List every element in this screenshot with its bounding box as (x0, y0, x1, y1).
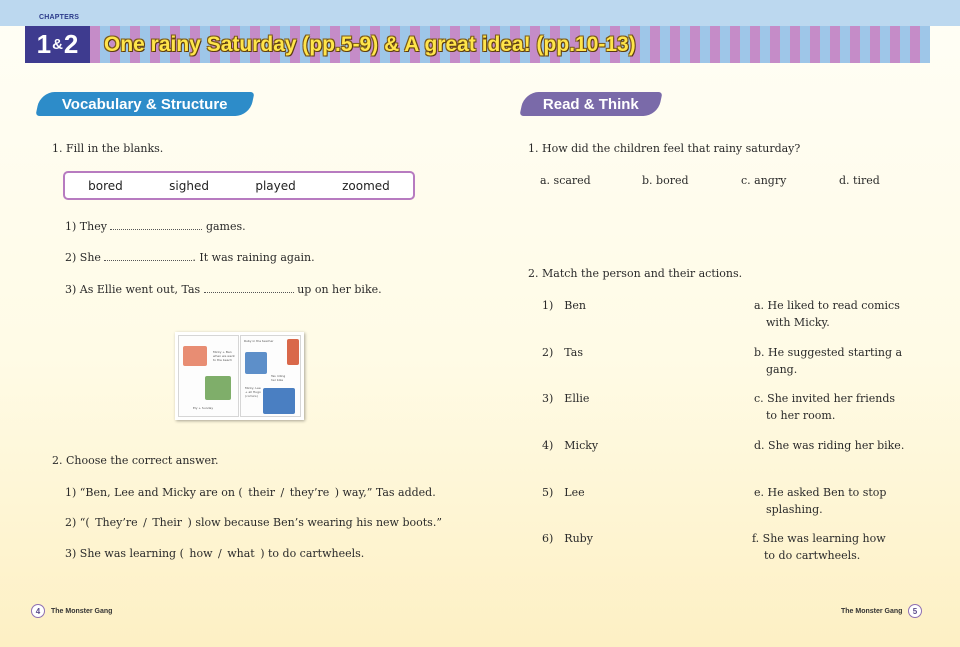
action-line: splashing. (766, 503, 823, 516)
section-header-vocabulary (35, 92, 254, 116)
action-line: d. She was riding her bike. (754, 439, 905, 452)
section-header-read-think (519, 92, 662, 116)
scrapbook-right-page (240, 335, 301, 417)
match-person[interactable]: 4) Micky (542, 439, 599, 452)
item-text-after: up on her bike. (297, 283, 382, 296)
match-action[interactable] (754, 392, 895, 422)
action-line: a. He liked to read comics (754, 299, 900, 312)
photo-icon (205, 376, 231, 400)
option-b[interactable]: b. bored (642, 174, 689, 187)
photo-icon (287, 339, 299, 365)
match-action[interactable] (752, 532, 886, 562)
illustration-caption: Micky, Lee + all Hugo (comics) (245, 386, 261, 398)
word-box-item: sighed (169, 178, 209, 193)
chapter-ampersand: & (52, 36, 63, 53)
page-title: One rainy Saturday (pp.5-9) & A great idea! (pp.10-13) (104, 32, 636, 56)
word-box-item: played (255, 178, 296, 193)
option-d[interactable]: d. tired (839, 174, 880, 187)
footer-book-title-left: The Monster Gang (51, 608, 113, 615)
chapter-number-b: 2 (63, 29, 79, 59)
page-number-right: 5 (908, 604, 922, 618)
photo-icon (245, 352, 267, 374)
action-line: c. She invited her friends (754, 392, 896, 405)
match-action[interactable] (754, 439, 904, 452)
item-text-after: . It was raining again. (192, 251, 315, 264)
match-action[interactable] (754, 346, 902, 376)
photo-icon (263, 388, 295, 414)
match-action[interactable] (754, 486, 886, 516)
action-line: to do cartwheels. (764, 549, 861, 562)
match-action[interactable] (754, 299, 900, 329)
chapters-label: CHAPTERS (39, 14, 80, 21)
illustration-caption: Tas riding her bike (271, 374, 286, 382)
fill-blank-item-1 (65, 220, 246, 233)
match-person[interactable]: 3) Ellie (542, 392, 590, 405)
option-a[interactable]: a. scared (540, 174, 591, 187)
option-c[interactable]: c. angry (741, 174, 787, 187)
illustration-caption: Micky + Ben when we went to the beach (213, 350, 235, 362)
q1-fill-blanks-title: 1. Fill in the blanks. (52, 142, 164, 155)
q2-match-title: 2. Match the person and their actions. (528, 267, 743, 280)
fill-blank-item-2 (65, 251, 315, 264)
match-person[interactable]: 6) Ruby (542, 532, 593, 545)
item-text-before: 2) She (65, 251, 101, 264)
blank-line[interactable] (104, 251, 192, 261)
photo-icon (183, 346, 207, 366)
q1-feel-title: 1. How did the children feel that rainy saturday? (528, 142, 801, 155)
scrapbook-illustration (175, 332, 304, 420)
action-line: f. She was learning how (752, 532, 886, 545)
item-text-after: games. (205, 220, 246, 233)
action-line: gang. (766, 363, 798, 376)
blank-line[interactable] (204, 283, 294, 293)
item-text-before: 3) As Ellie went out, Tas (65, 283, 201, 296)
match-person[interactable]: 5) Lee (542, 486, 585, 499)
page-number-left: 4 (31, 604, 45, 618)
action-line: to her room. (766, 409, 836, 422)
chapter-number-a: 1 (36, 29, 52, 59)
section-title-vocabulary: Vocabulary & Structure (62, 95, 228, 113)
chapter-number-badge (25, 26, 90, 63)
action-line: e. He asked Ben to stop (754, 486, 887, 499)
match-person[interactable]: 1) Ben (542, 299, 586, 312)
match-person[interactable]: 2) Tas (542, 346, 583, 359)
illustration-caption: Ruby in the teacher (244, 339, 274, 343)
choose-item-1: 1) “Ben, Lee and Micky are on ( their / they’re ) way,” Tas added. (65, 486, 436, 499)
title-banner (90, 26, 930, 63)
section-title-read-think: Read & Think (543, 95, 639, 113)
scrapbook-left-page (178, 335, 239, 417)
illustration-caption: Ely + Sunday (193, 406, 214, 410)
choose-item-3: 3) She was learning ( how / what ) to do cartwheels. (65, 547, 365, 560)
word-box-item: zoomed (342, 178, 390, 193)
footer-book-title-right: The Monster Gang (841, 608, 903, 615)
word-box-item: bored (88, 178, 123, 193)
word-box (63, 171, 415, 200)
action-line: with Micky. (766, 316, 830, 329)
top-band (0, 0, 960, 26)
blank-line[interactable] (110, 220, 202, 230)
choose-item-2: 2) “( They’re / Their ) slow because Ben’s wearing his new boots.” (65, 516, 442, 529)
q2-choose-title: 2. Choose the correct answer. (52, 454, 219, 467)
action-line: b. He suggested starting a (754, 346, 903, 359)
item-text-before: 1) They (65, 220, 107, 233)
fill-blank-item-3 (65, 283, 382, 296)
